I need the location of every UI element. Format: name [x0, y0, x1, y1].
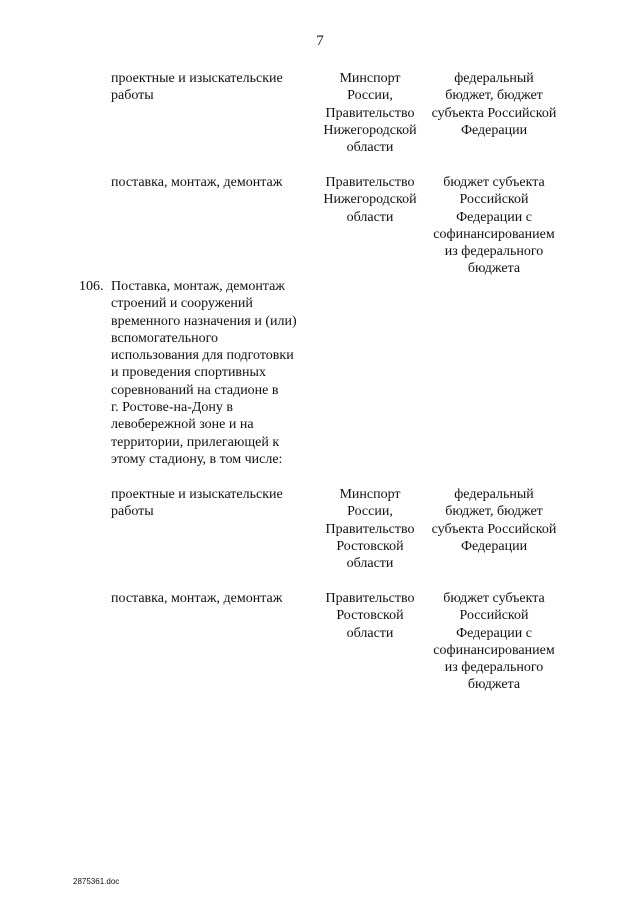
- text-line: Ростовской: [336, 608, 404, 624]
- item-number: 106.: [79, 279, 104, 294]
- text-line: Правительство: [325, 175, 415, 190]
- text-line: работы: [111, 504, 154, 520]
- text-line: проектные и изыскательские: [111, 71, 283, 86]
- row-1-responsible: [318, 70, 422, 156]
- text-line: работы: [111, 88, 154, 104]
- text-line: бюджет субъекта: [443, 591, 545, 606]
- text-line: Федерации с: [456, 209, 532, 225]
- row-5-responsible: [318, 590, 422, 642]
- text-line: из федерального: [444, 660, 544, 676]
- text-line: Федерации с: [456, 625, 532, 641]
- text-line: Правительство: [325, 521, 415, 537]
- row-5-description: [111, 590, 326, 607]
- text-line: Российской: [459, 192, 529, 208]
- text-line: области: [346, 140, 394, 156]
- text-line: проектные и изыскательские: [111, 487, 283, 502]
- text-line: России,: [347, 88, 393, 104]
- text-line: Российской: [459, 608, 529, 624]
- row-4-description: [111, 486, 326, 521]
- row-2-description: [111, 174, 326, 191]
- text-line: Федерации: [460, 122, 528, 138]
- row-1-description: [111, 70, 326, 105]
- text-line: г. Ростове-на-Дону в: [111, 400, 234, 416]
- text-line: бюджет, бюджет: [445, 88, 543, 104]
- text-line: строений и сооружений: [111, 296, 253, 312]
- text-line: субъекта Российской: [431, 521, 557, 537]
- text-line: этому стадиону, в том числе:: [111, 451, 283, 467]
- text-line: соревнований на стадионе в: [111, 382, 279, 398]
- text-line: временного назначения и (или): [111, 313, 297, 329]
- text-line: вспомогательного: [111, 330, 219, 346]
- text-line: области: [346, 209, 394, 225]
- item-106-description: [111, 278, 326, 468]
- text-line: федеральный: [454, 71, 534, 86]
- text-line: федеральный: [454, 487, 534, 502]
- row-2-responsible: [318, 174, 422, 226]
- text-line: Ростовской: [336, 538, 404, 554]
- text-line: Федерации: [460, 538, 528, 554]
- text-line: из федерального: [444, 244, 544, 260]
- page-number: 7: [316, 33, 324, 49]
- text-line: Минспорт: [339, 487, 401, 502]
- text-line: области: [346, 625, 394, 641]
- text-line: бюджет, бюджет: [445, 504, 543, 520]
- footer-filename: 2875361.doc: [73, 877, 120, 886]
- text-line: Правительство: [325, 591, 415, 606]
- text-line: субъекта Российской: [431, 105, 557, 121]
- text-line: поставка, монтаж, демонтаж: [111, 591, 283, 606]
- text-line: Нижегородской: [323, 122, 417, 138]
- text-line: левобережной зоне и на: [111, 417, 254, 433]
- text-line: софинансированием: [433, 226, 555, 242]
- text-line: бюджет субъекта: [443, 175, 545, 190]
- text-line: поставка, монтаж, демонтаж: [111, 175, 283, 190]
- text-line: бюджета: [467, 261, 521, 277]
- row-4-funding: [421, 486, 567, 555]
- text-line: использования для подготовки: [111, 348, 294, 364]
- text-line: Минспорт: [339, 71, 401, 86]
- row-5-funding: [421, 590, 567, 694]
- row-4-responsible: [318, 486, 422, 572]
- text-line: России,: [347, 504, 393, 520]
- text-line: Правительство: [325, 105, 415, 121]
- text-line: области: [346, 556, 394, 572]
- row-1-funding: [421, 70, 567, 139]
- text-line: территории, прилегающей к: [111, 434, 280, 450]
- text-line: Нижегородской: [323, 192, 417, 208]
- text-line: Поставка, монтаж, демонтаж: [111, 279, 285, 294]
- text-line: бюджета: [467, 677, 521, 693]
- text-line: и проведения спортивных: [111, 365, 266, 381]
- row-2-funding: [421, 174, 567, 278]
- text-line: софинансированием: [433, 642, 555, 658]
